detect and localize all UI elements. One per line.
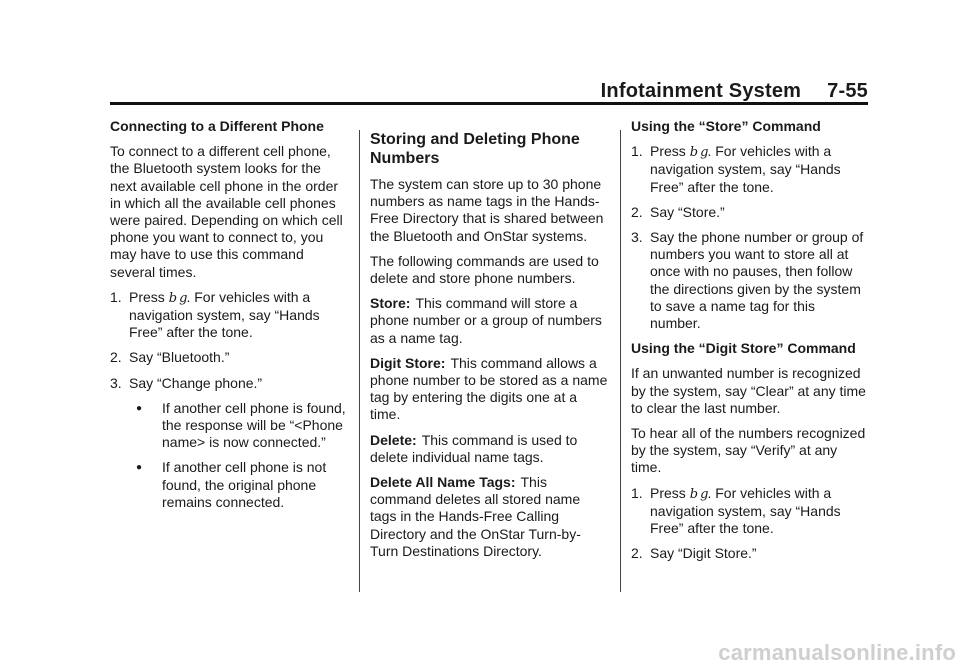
step-text bbox=[129, 289, 348, 342]
bullet-icon: ● bbox=[136, 462, 143, 474]
term: Digit Store: bbox=[370, 354, 446, 371]
step-text bbox=[650, 143, 869, 196]
list-item bbox=[110, 375, 348, 392]
definition bbox=[370, 295, 608, 347]
step-number: 1. bbox=[631, 484, 643, 501]
column-middle bbox=[370, 118, 608, 568]
column-divider bbox=[620, 130, 621, 592]
list-item bbox=[631, 204, 869, 221]
definition bbox=[370, 355, 608, 424]
column-right bbox=[631, 118, 869, 570]
step-text: Say “Bluetooth.” bbox=[129, 349, 230, 366]
push-to-talk-icon: b g bbox=[168, 290, 187, 306]
step-number: 2. bbox=[110, 349, 122, 366]
list-item bbox=[631, 143, 869, 196]
step-text: Say the phone number or group of numbers you want to store all at once with no pauses, then follow the directions given by the system to save a name tag for this number. bbox=[650, 229, 864, 332]
list-item bbox=[631, 485, 869, 538]
column-left bbox=[110, 118, 348, 519]
step-text-part: Press bbox=[650, 143, 690, 160]
step-text: Say “Store.” bbox=[650, 203, 725, 220]
definition bbox=[370, 432, 608, 466]
bullet-text: If another cell phone is found, the response will be “<Phone name> is now connected.” bbox=[162, 399, 346, 451]
paragraph: The following commands are used to delete and store phone numbers. bbox=[370, 252, 599, 287]
bullet-item bbox=[110, 459, 348, 511]
step-text-part: . For vehicles with a navigation system, say “Hands Free” after the tone. bbox=[129, 288, 320, 341]
push-to-talk-icon: b g bbox=[689, 486, 708, 502]
list-item bbox=[631, 545, 869, 562]
definition bbox=[370, 474, 608, 560]
step-text-part: . For vehicles with a navigation system, say “Hands Free” after the tone. bbox=[650, 143, 841, 195]
step-text-part: Press bbox=[129, 288, 169, 305]
step-text-part: . For vehicles with a navigation system, say “Hands Free” after the tone. bbox=[650, 484, 841, 537]
subheading: Using the “Digit Store” Command bbox=[631, 340, 856, 357]
column-divider bbox=[359, 130, 360, 592]
paragraph: To hear all of the numbers recognized by the system, say “Verify” at any time. bbox=[631, 425, 866, 476]
page-number: 7-55 bbox=[827, 80, 868, 102]
section-title: Infotainment System bbox=[600, 80, 802, 102]
section-heading: Storing and Deleting Phone Numbers bbox=[370, 131, 580, 167]
step-text: Say “Change phone.” bbox=[129, 374, 263, 391]
paragraph: The system can store up to 30 phone numbers as name tags in the Hands-Free Directory that is shared between the Bluetooth and OnStar systems. bbox=[370, 176, 604, 244]
bullet-item bbox=[110, 400, 348, 452]
bullet-text: If another cell phone is not found, the original phone remains connected. bbox=[162, 459, 327, 510]
term-text: This command will store a phone number or a group of numbers as a name tag. bbox=[370, 295, 602, 346]
subheading: Using the “Store” Command bbox=[631, 118, 821, 134]
list-item bbox=[631, 229, 869, 332]
watermark: carmanualsonline.info bbox=[718, 640, 956, 665]
term-text: This command deletes all stored name tags in the Hands-Free Calling Directory and the OnStar Turn-by-Turn Destinations Directory. bbox=[370, 474, 581, 559]
list-item bbox=[110, 349, 348, 366]
term: Delete All Name Tags: bbox=[370, 474, 516, 491]
subheading: Connecting to a Different Phone bbox=[110, 118, 324, 134]
step-number: 1. bbox=[110, 288, 122, 305]
paragraph: To connect to a different cell phone, the Bluetooth system looks for the next available cell phone in the order in which all the available cell phones were paired. Depending on which cell phone you want to connect to, you may have to use this command several times. bbox=[110, 143, 343, 280]
term-text: This command is used to delete individual name tags. bbox=[370, 431, 578, 465]
page-header bbox=[601, 80, 868, 103]
list-item bbox=[110, 289, 348, 342]
step-text bbox=[650, 485, 869, 538]
paragraph: If an unwanted number is recognized by the system, say “Clear” at any time to clear the last number. bbox=[631, 365, 866, 416]
step-number: 3. bbox=[110, 374, 122, 391]
term: Delete: bbox=[370, 431, 417, 448]
push-to-talk-icon: b g bbox=[689, 145, 708, 161]
bullet-icon: ● bbox=[136, 402, 143, 414]
term: Store: bbox=[370, 295, 411, 312]
header-rule bbox=[110, 102, 868, 105]
step-text: Say “Digit Store.” bbox=[650, 545, 757, 562]
step-number: 2. bbox=[631, 545, 643, 562]
step-number: 3. bbox=[631, 229, 643, 246]
step-number: 2. bbox=[631, 203, 643, 220]
step-number: 1. bbox=[631, 143, 643, 160]
step-text-part: Press bbox=[650, 484, 690, 501]
term-text: This command allows a phone number to be stored as a name tag by entering the digits one at a time. bbox=[370, 354, 608, 423]
